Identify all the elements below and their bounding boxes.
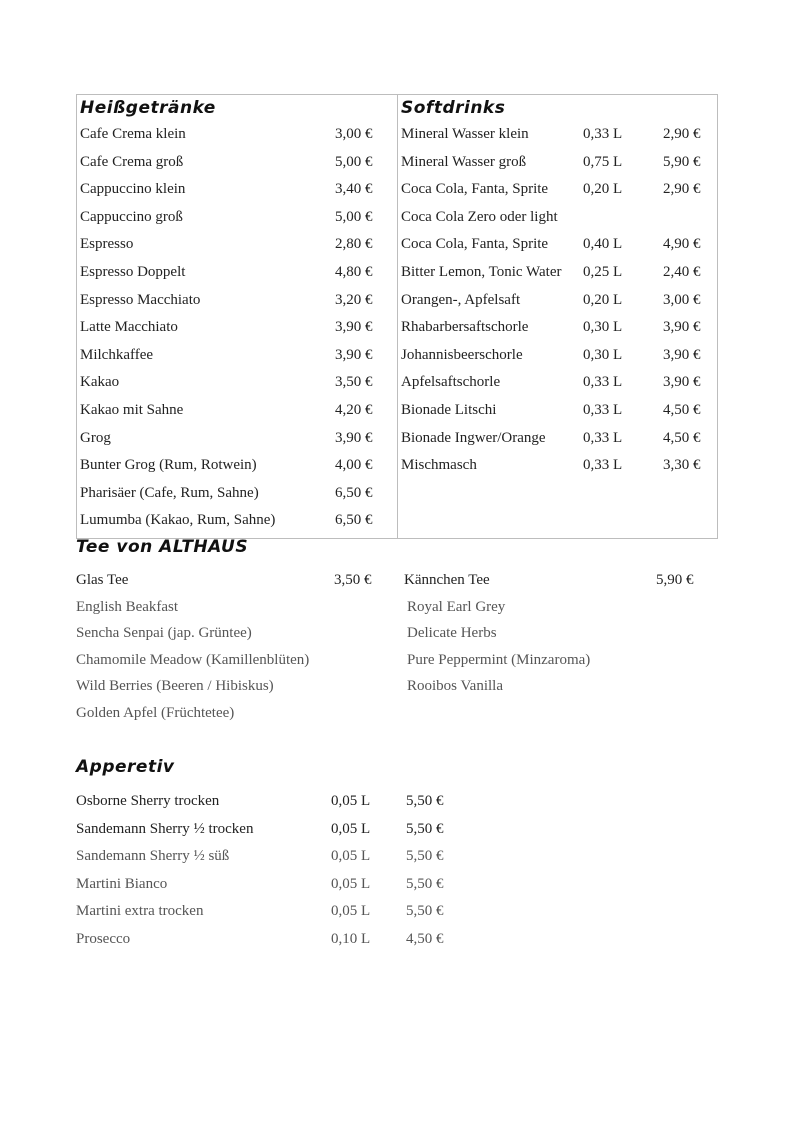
softdrink-row bbox=[401, 176, 717, 204]
hot-drink-row bbox=[80, 507, 395, 535]
hot-drink-name: Bunter Grog (Rum, Rotwein) bbox=[80, 457, 257, 474]
hot-drink-row bbox=[80, 121, 395, 149]
softdrink-price: 3,90 € bbox=[663, 319, 701, 336]
softdrink-price: 4,50 € bbox=[663, 401, 701, 418]
hot-drinks-column bbox=[80, 95, 395, 535]
apperetiv-row bbox=[76, 816, 476, 844]
apperetiv-name: Martini Bianco bbox=[76, 875, 168, 892]
tea-item-name: Rooibos Vanilla bbox=[407, 678, 503, 694]
apperetiv-title: Apperetiv bbox=[76, 757, 175, 777]
softdrink-name: Bitter Lemon, Tonic Water bbox=[401, 263, 562, 280]
softdrink-name: Mineral Wasser groß bbox=[401, 153, 527, 170]
apperetiv-row bbox=[76, 926, 476, 954]
apperetiv-price: 5,50 € bbox=[406, 820, 444, 837]
hot-drink-name: Cappuccino klein bbox=[80, 181, 186, 198]
softdrink-size: 0,33 L bbox=[583, 374, 623, 391]
hot-drink-price: 5,00 € bbox=[335, 208, 373, 225]
hot-drink-price: 3,20 € bbox=[335, 291, 373, 308]
hot-drink-name: Espresso bbox=[80, 236, 134, 253]
softdrink-row bbox=[401, 149, 717, 177]
tea-item bbox=[76, 647, 386, 674]
softdrink-price: 3,30 € bbox=[663, 457, 701, 474]
hot-drink-price: 5,00 € bbox=[335, 153, 373, 170]
softdrink-price: 5,90 € bbox=[663, 153, 701, 170]
hot-drink-row bbox=[80, 149, 395, 177]
softdrink-name: Mischmasch bbox=[401, 457, 477, 474]
tea-pot-label: Kännchen Tee bbox=[404, 572, 490, 588]
tea-item bbox=[76, 700, 386, 727]
column-divider bbox=[397, 95, 398, 538]
tea-item-name: Chamomile Meadow (Kamillenblüten) bbox=[76, 651, 310, 668]
tea-item bbox=[404, 647, 714, 674]
softdrink-row bbox=[401, 121, 717, 149]
hot-drink-row bbox=[80, 287, 395, 315]
softdrink-row bbox=[401, 231, 717, 259]
apperetiv-size: 0,05 L bbox=[331, 903, 371, 920]
softdrink-row bbox=[401, 314, 717, 342]
softdrink-row bbox=[401, 342, 717, 370]
hot-drink-price: 2,80 € bbox=[335, 236, 373, 253]
tea-item-name: Pure Peppermint (Minzaroma) bbox=[407, 651, 591, 668]
softdrink-row bbox=[401, 369, 717, 397]
hot-drinks-list bbox=[80, 121, 395, 535]
hot-drink-name: Kakao bbox=[80, 374, 120, 391]
softdrink-name: Bionade Ingwer/Orange bbox=[401, 429, 546, 446]
apperetiv-size: 0,05 L bbox=[331, 793, 371, 809]
hot-drink-price: 3,90 € bbox=[335, 429, 373, 446]
softdrinks-column bbox=[401, 95, 717, 480]
apperetiv-price: 5,50 € bbox=[406, 903, 444, 920]
apperetiv-row bbox=[76, 843, 476, 871]
softdrink-size: 0,25 L bbox=[583, 263, 623, 280]
tea-item bbox=[404, 594, 714, 621]
tea-item-name: Royal Earl Grey bbox=[407, 598, 506, 615]
softdrink-price: 4,90 € bbox=[663, 236, 701, 253]
tea-glass-row bbox=[76, 567, 386, 594]
softdrink-row bbox=[401, 287, 717, 315]
tea-item-name: Wild Berries (Beeren / Hibiskus) bbox=[76, 678, 274, 694]
softdrink-row bbox=[401, 425, 717, 453]
hot-drink-name: Cafe Crema klein bbox=[80, 126, 186, 142]
softdrink-size: 0,30 L bbox=[583, 346, 623, 363]
tea-item bbox=[404, 673, 714, 700]
apperetiv-row bbox=[76, 871, 476, 899]
hot-drink-row bbox=[80, 480, 395, 508]
hot-drink-name: Lumumba (Kakao, Rum, Sahne) bbox=[80, 512, 276, 529]
hot-drink-row bbox=[80, 176, 395, 204]
tea-item bbox=[404, 620, 714, 647]
apperetiv-name: Prosecco bbox=[76, 930, 131, 947]
hot-drink-price: 4,80 € bbox=[335, 263, 373, 280]
softdrink-name: Coca Cola, Fanta, Sprite bbox=[401, 236, 549, 253]
tea-left-list bbox=[76, 594, 386, 727]
softdrink-name: Apfelsaftschorle bbox=[401, 374, 501, 391]
softdrink-name: Mineral Wasser klein bbox=[401, 126, 529, 142]
tea-item-name: Sencha Senpai (jap. Grüntee) bbox=[76, 625, 252, 641]
hot-drink-row bbox=[80, 314, 395, 342]
apperetiv-name: Osborne Sherry trocken bbox=[76, 793, 220, 809]
softdrink-size: 0,20 L bbox=[583, 181, 623, 198]
apperetiv-size: 0,05 L bbox=[331, 875, 371, 892]
tea-item-name: English Beakfast bbox=[76, 598, 179, 615]
softdrink-row bbox=[401, 259, 717, 287]
hot-drink-name: Cafe Crema groß bbox=[80, 153, 184, 170]
apperetiv-size: 0,10 L bbox=[331, 930, 371, 947]
softdrink-size: 0,30 L bbox=[583, 319, 623, 336]
softdrink-size: 0,40 L bbox=[583, 236, 623, 253]
apperetiv-size: 0,05 L bbox=[331, 848, 371, 865]
hot-drink-name: Pharisäer (Cafe, Rum, Sahne) bbox=[80, 484, 259, 501]
softdrink-size: 0,75 L bbox=[583, 153, 623, 170]
tea-right-list bbox=[404, 594, 714, 700]
hot-drink-row bbox=[80, 452, 395, 480]
tea-pot-price: 5,90 € bbox=[656, 572, 694, 588]
softdrink-price: 2,90 € bbox=[663, 181, 701, 198]
tea-pot-row bbox=[404, 567, 714, 594]
softdrink-name: Orangen-, Apfelsaft bbox=[401, 291, 521, 308]
apperetiv-name: Sandemann Sherry ½ trocken bbox=[76, 820, 254, 837]
hot-drink-row bbox=[80, 342, 395, 370]
apperetiv-row bbox=[76, 898, 476, 926]
drinks-table bbox=[76, 94, 718, 539]
softdrink-row bbox=[401, 452, 717, 480]
hot-drink-price: 4,00 € bbox=[335, 457, 373, 474]
softdrink-name: Coca Cola, Fanta, Sprite bbox=[401, 181, 549, 198]
hot-drink-price: 3,90 € bbox=[335, 319, 373, 336]
tea-item bbox=[76, 673, 386, 700]
apperetiv-name: Martini extra trocken bbox=[76, 903, 204, 920]
hot-drink-row bbox=[80, 397, 395, 425]
apperetiv-price: 4,50 € bbox=[406, 930, 444, 947]
tea-glass-label: Glas Tee bbox=[76, 572, 129, 588]
hot-drink-row bbox=[80, 231, 395, 259]
softdrinks-list bbox=[401, 121, 717, 480]
tea-item bbox=[76, 620, 386, 647]
softdrink-size: 0,33 L bbox=[583, 457, 623, 474]
softdrink-price: 2,90 € bbox=[663, 126, 701, 142]
hot-drink-row bbox=[80, 369, 395, 397]
tea-right-column bbox=[404, 567, 714, 700]
softdrink-size: 0,20 L bbox=[583, 291, 623, 308]
tea-item-name: Golden Apfel (Früchtetee) bbox=[76, 704, 235, 721]
hot-drink-row bbox=[80, 425, 395, 453]
hot-drink-price: 3,40 € bbox=[335, 181, 373, 198]
tea-glass-price: 3,50 € bbox=[334, 572, 372, 588]
hot-drink-row bbox=[80, 259, 395, 287]
hot-drink-row bbox=[80, 204, 395, 232]
hot-drink-name: Espresso Doppelt bbox=[80, 263, 186, 280]
softdrinks-title: Softdrinks bbox=[401, 98, 506, 118]
softdrink-name: Coca Cola Zero oder light bbox=[401, 208, 558, 225]
softdrink-row bbox=[401, 204, 717, 232]
softdrink-price: 3,00 € bbox=[663, 291, 701, 308]
apperetiv-row bbox=[76, 788, 476, 816]
hot-drink-name: Milchkaffee bbox=[80, 346, 154, 363]
tea-title: Tee von ALTHAUS bbox=[76, 537, 249, 557]
hot-drinks-title: Heißgetränke bbox=[80, 98, 216, 118]
hot-drink-name: Kakao mit Sahne bbox=[80, 401, 184, 418]
softdrink-price: 3,90 € bbox=[663, 346, 701, 363]
apperetiv-list bbox=[76, 788, 476, 954]
tea-item bbox=[76, 594, 386, 621]
softdrink-name: Johannisbeerschorle bbox=[401, 346, 523, 363]
softdrink-price: 4,50 € bbox=[663, 429, 701, 446]
tea-left-column bbox=[76, 567, 386, 726]
hot-drink-price: 6,50 € bbox=[335, 512, 373, 529]
hot-drink-name: Cappuccino groß bbox=[80, 208, 183, 225]
apperetiv-price: 5,50 € bbox=[406, 848, 444, 865]
hot-drink-price: 4,20 € bbox=[335, 401, 373, 418]
hot-drink-price: 3,90 € bbox=[335, 346, 373, 363]
softdrink-size: 0,33 L bbox=[583, 401, 623, 418]
hot-drink-price: 3,00 € bbox=[335, 126, 373, 142]
softdrink-size: 0,33 L bbox=[583, 126, 623, 142]
softdrink-row bbox=[401, 397, 717, 425]
hot-drink-name: Grog bbox=[80, 429, 111, 446]
apperetiv-price: 5,50 € bbox=[406, 793, 444, 809]
apperetiv-price: 5,50 € bbox=[406, 875, 444, 892]
hot-drink-name: Latte Macchiato bbox=[80, 319, 178, 336]
softdrink-name: Rhabarbersaftschorle bbox=[401, 319, 529, 336]
softdrink-size: 0,33 L bbox=[583, 429, 623, 446]
softdrink-price: 2,40 € bbox=[663, 263, 701, 280]
apperetiv-size: 0,05 L bbox=[331, 820, 371, 837]
hot-drink-price: 3,50 € bbox=[335, 374, 373, 391]
softdrink-name: Bionade Litschi bbox=[401, 401, 497, 418]
apperetiv-name: Sandemann Sherry ½ süß bbox=[76, 848, 230, 865]
hot-drink-price: 6,50 € bbox=[335, 484, 373, 501]
softdrink-price: 3,90 € bbox=[663, 374, 701, 391]
hot-drink-name: Espresso Macchiato bbox=[80, 291, 201, 308]
tea-item-name: Delicate Herbs bbox=[407, 625, 497, 641]
